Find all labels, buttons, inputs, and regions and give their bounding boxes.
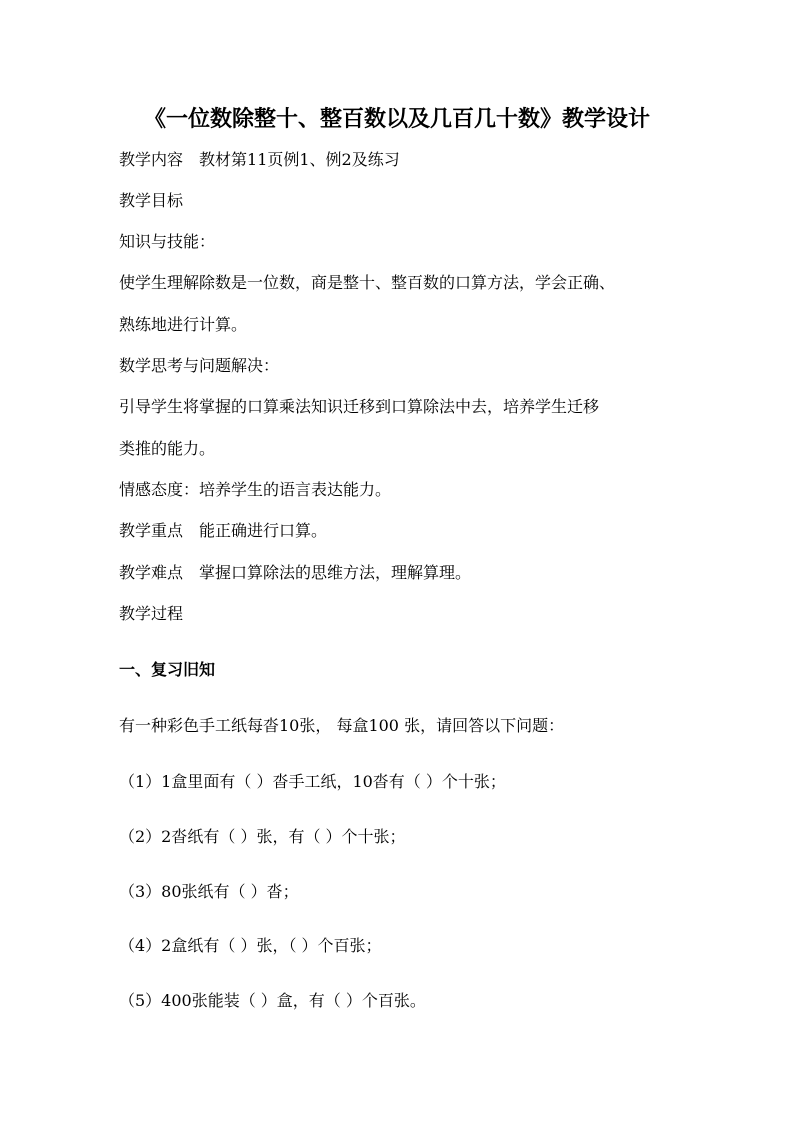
focus-line: [119, 521, 327, 541]
difficulty-label: 教学难点: [119, 563, 184, 582]
knowledge-line-2: 熟练地进行计算。: [119, 315, 248, 334]
question-2: （2）2沓纸有（ ）张，有（ ）个十张；: [119, 827, 406, 846]
question-3: （3）80张纸有（ ）沓；: [119, 882, 299, 901]
focus-label: 教学重点: [119, 521, 184, 540]
teaching-content-value: 教材第11页例1、例2及练习: [199, 150, 400, 169]
thinking-heading: 数学思考与问题解决：: [119, 356, 280, 375]
question-4: （4）2盒纸有（ ）张，（ ）个百张；: [119, 936, 382, 955]
difficulty-line: [119, 563, 471, 583]
section-1-heading: 一、复习旧知: [119, 660, 216, 679]
teaching-content-line: [119, 150, 400, 170]
difficulty-value: 掌握口算除法的思维方法，理解算理。: [199, 563, 472, 582]
question-1: （1）1盒里面有（ ）沓手工纸，10沓有（ ）个十张；: [119, 772, 506, 791]
focus-value: 能正确进行口算。: [199, 521, 328, 540]
attitude-line: 情感态度：培养学生的语言表达能力。: [119, 480, 392, 499]
thinking-line-2: 类推的能力。: [119, 439, 216, 458]
knowledge-line-1: 使学生理解除数是一位数，商是整十、整百数的口算方法，学会正确、: [119, 273, 616, 292]
knowledge-heading: 知识与技能：: [119, 232, 216, 251]
teaching-content-label: 教学内容: [119, 150, 184, 169]
goals-heading: 教学目标: [119, 191, 184, 210]
intro-line: 有一种彩色手工纸每沓10张， 每盒100 张，请回答以下问题：: [119, 716, 565, 735]
question-5: （5）400张能装（ ）盒，有（ ）个百张。: [119, 991, 426, 1010]
document-title: 《一位数除整十、整百数以及几百几十数》教学设计: [143, 106, 650, 132]
process-heading: 教学过程: [119, 604, 184, 623]
thinking-line-1: 引导学生将掌握的口算乘法知识迁移到口算除法中去，培养学生迁移: [119, 397, 600, 416]
